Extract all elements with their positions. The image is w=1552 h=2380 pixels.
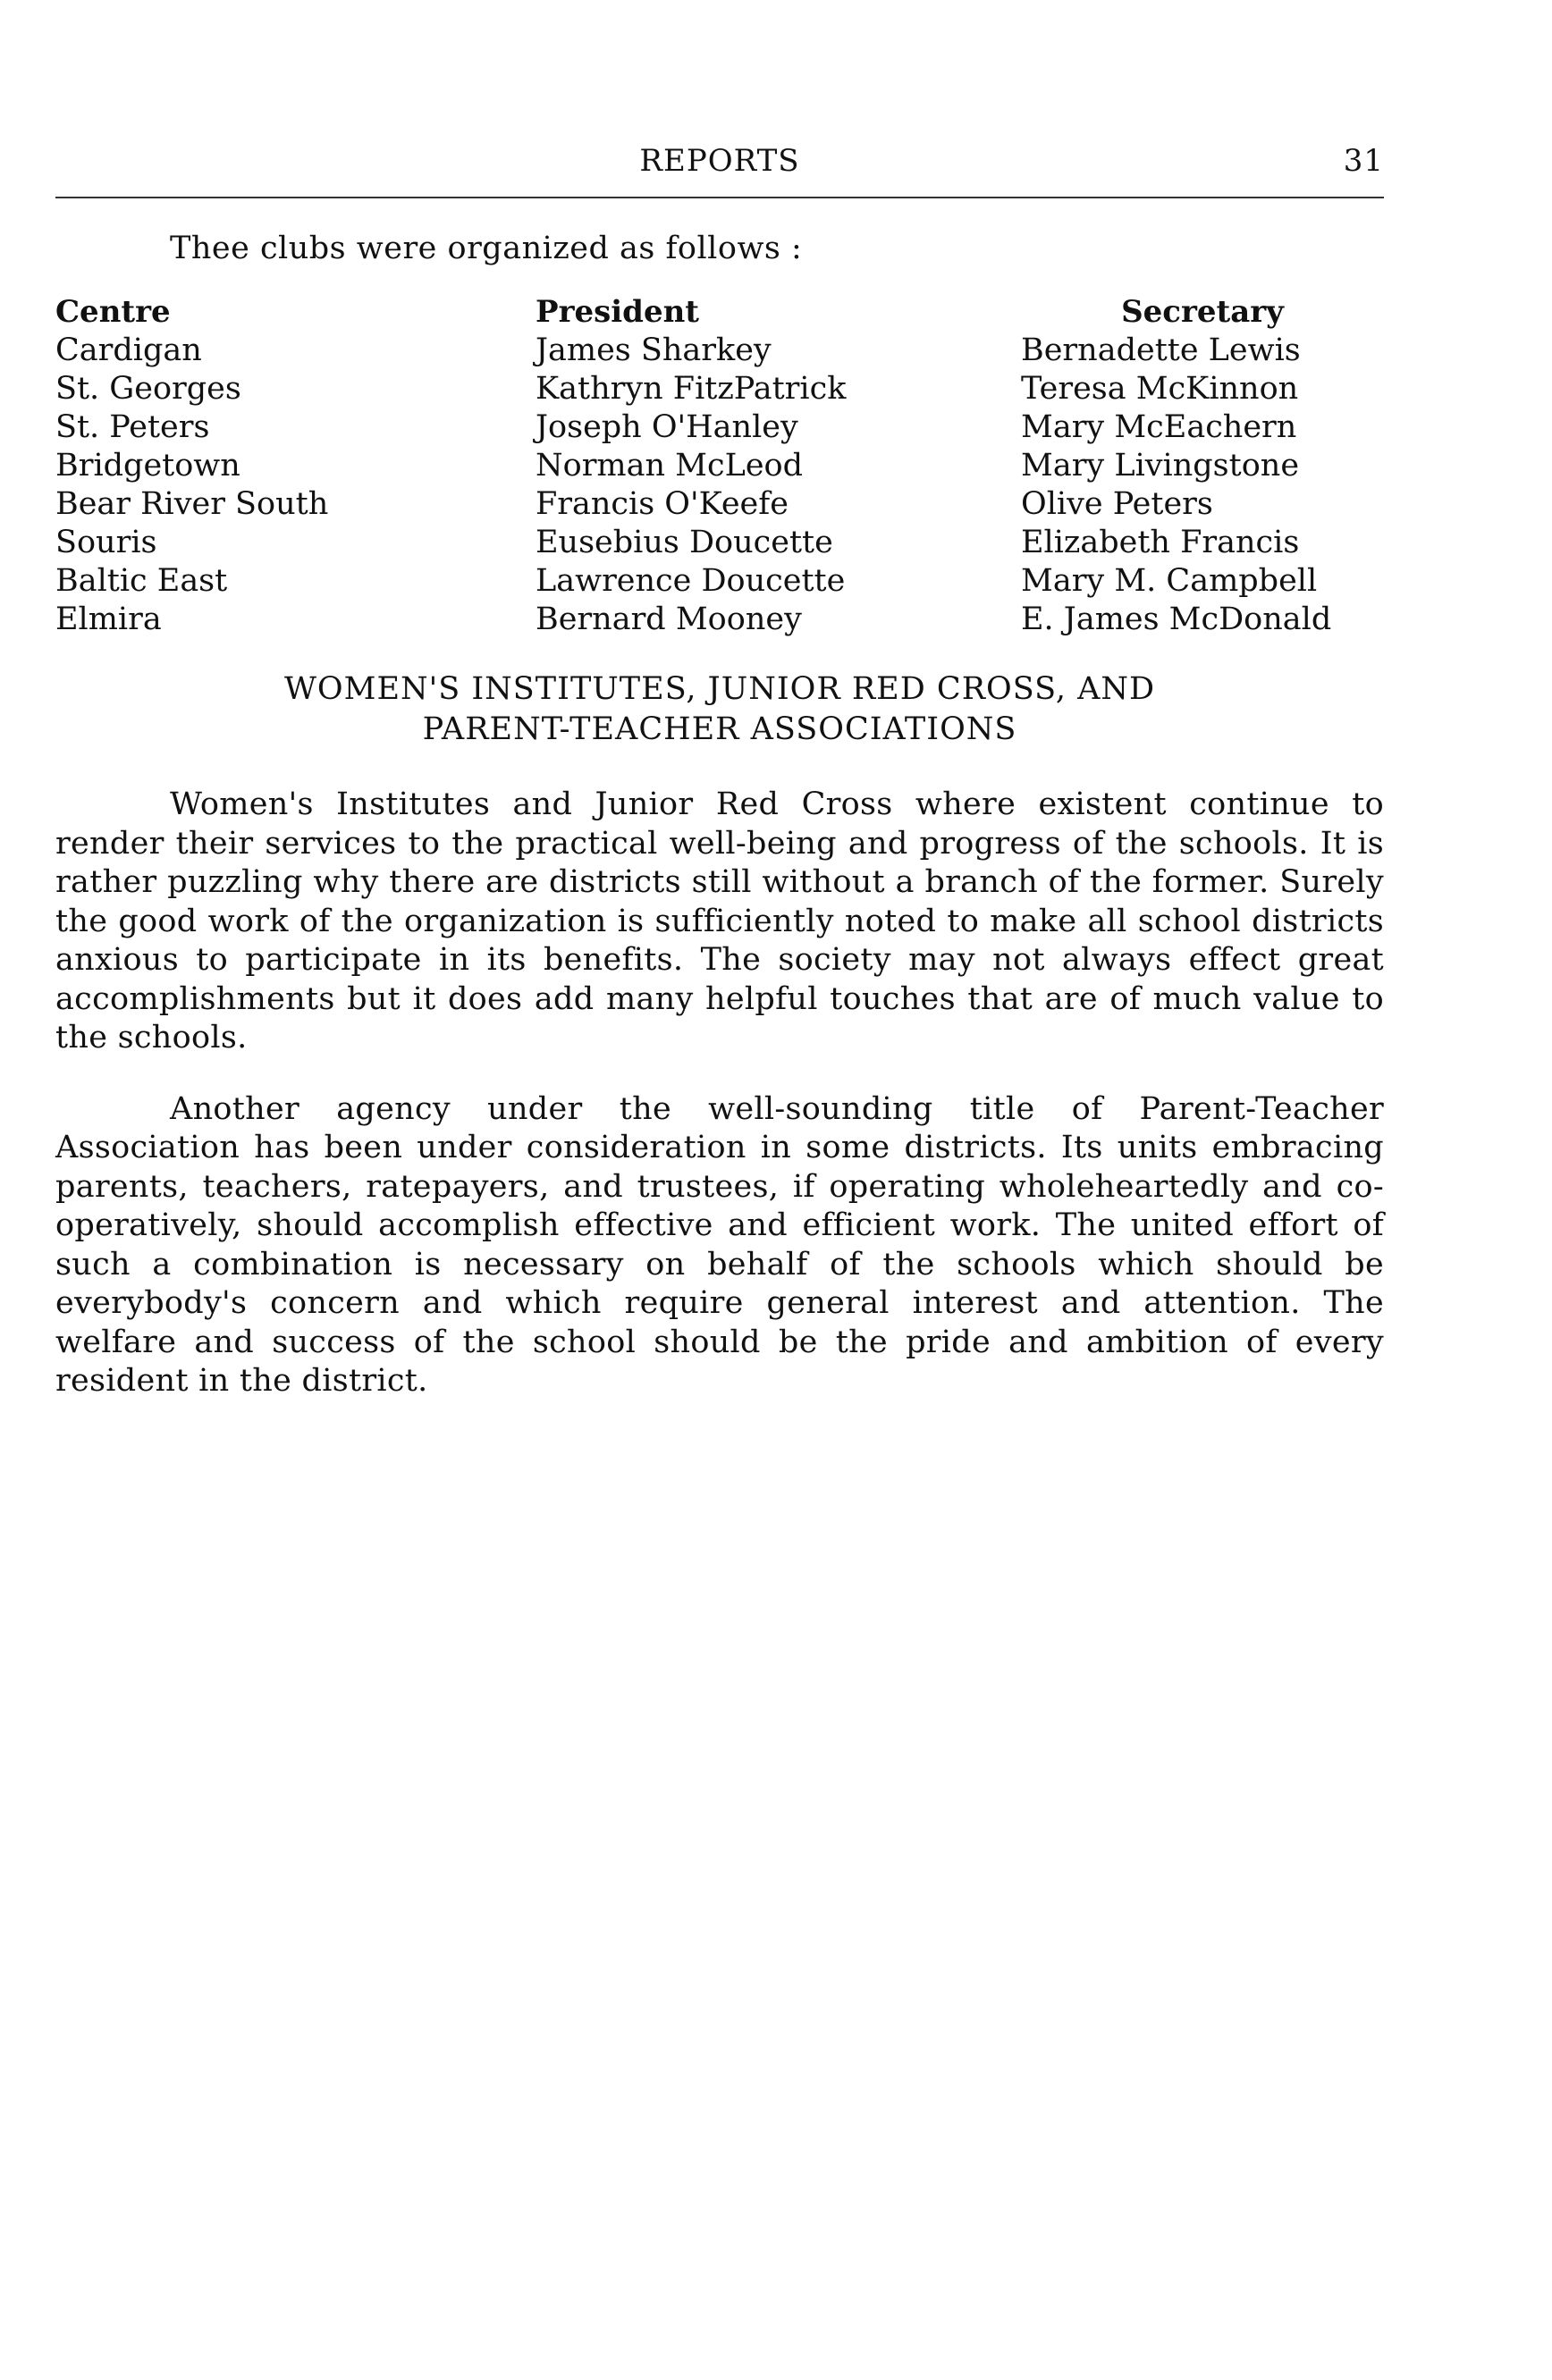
- president-cell: Eusebius Doucette: [536, 525, 833, 560]
- table-row: [55, 370, 1384, 408]
- president-cell: Bernard Mooney: [536, 601, 802, 637]
- document-page: [55, 143, 1384, 1434]
- page-number: 31: [1343, 143, 1384, 179]
- president-cell: Francis O'Keefe: [536, 486, 789, 522]
- column-header-centre: Centre: [55, 294, 171, 330]
- intro-sentence: Thee clubs were organized as follows :: [170, 231, 803, 266]
- secretary-cell: Teresa McKinnon: [1021, 371, 1299, 407]
- secretary-cell: Elizabeth Francis: [1021, 525, 1300, 560]
- centre-cell: Souris: [55, 525, 157, 560]
- body-paragraph-1: Women's Institutes and Junior Red Cross where existent continue to render their services to the practical well-being and progress of the schools. It is rather puzzling why there are districts still without a branch of the former. Surely the good work of the organization is sufficiently noted to make all school districts anxious to participate in its benefits. The society may not always effect great accomplishments but it does add many helpful touches that are of much value to the schools.: [55, 786, 1384, 1055]
- president-cell: Kathryn FitzPatrick: [536, 371, 847, 407]
- secretary-cell: Mary M. Campbell: [1021, 563, 1318, 599]
- section-heading: [55, 669, 1384, 750]
- table-row: [55, 485, 1384, 524]
- president-cell: Lawrence Doucette: [536, 563, 846, 599]
- table-row: [55, 601, 1384, 639]
- secretary-cell: Bernadette Lewis: [1021, 332, 1301, 368]
- president-cell: James Sharkey: [536, 332, 772, 368]
- column-header-president: President: [536, 294, 699, 330]
- section-heading-line-2: PARENT-TEACHER ASSOCIATIONS: [422, 711, 1017, 747]
- centre-cell: Bridgetown: [55, 448, 240, 484]
- table-row: [55, 332, 1384, 370]
- table-row: [55, 524, 1384, 562]
- running-header: [55, 143, 1384, 189]
- table-row: [55, 447, 1384, 485]
- secretary-cell: Mary McEachern: [1021, 409, 1297, 445]
- body-paragraph-2: Another agency under the well-sounding title of Parent-Teacher Association has been under consideration in some districts. Its units embracing parents, teachers, ratepayers, and trustees, if operating wholeheartedly and co-operatively, should accomplish effective and efficient work. The united effort of such a combination is necessary on behalf of the schools which should be everybody's concern and which require general interest and attention. The welfare and success of the school should be the pride and ambition of every resident in the district.: [55, 1090, 1384, 1399]
- clubs-table: [55, 293, 1384, 639]
- centre-cell: Bear River South: [55, 486, 329, 522]
- secretary-cell: E. James McDonald: [1021, 601, 1332, 637]
- president-cell: Joseph O'Hanley: [536, 409, 798, 445]
- table-row: [55, 562, 1384, 601]
- centre-cell: St. Peters: [55, 409, 210, 445]
- centre-cell: St. Georges: [55, 371, 241, 407]
- centre-cell: Elmira: [55, 601, 162, 637]
- table-header-row: [55, 293, 1384, 332]
- secretary-cell: Olive Peters: [1021, 486, 1213, 522]
- centre-cell: Baltic East: [55, 563, 228, 599]
- header-rule: [55, 197, 1384, 198]
- president-cell: Norman McLeod: [536, 448, 804, 484]
- running-title: REPORTS: [639, 143, 800, 179]
- secretary-cell: Mary Livingstone: [1021, 448, 1300, 484]
- column-header-secretary: Secretary: [1121, 294, 1284, 330]
- section-heading-line-1: WOMEN'S INSTITUTES, JUNIOR RED CROSS, AND: [283, 671, 1156, 707]
- table-row: [55, 408, 1384, 447]
- centre-cell: Cardigan: [55, 332, 202, 368]
